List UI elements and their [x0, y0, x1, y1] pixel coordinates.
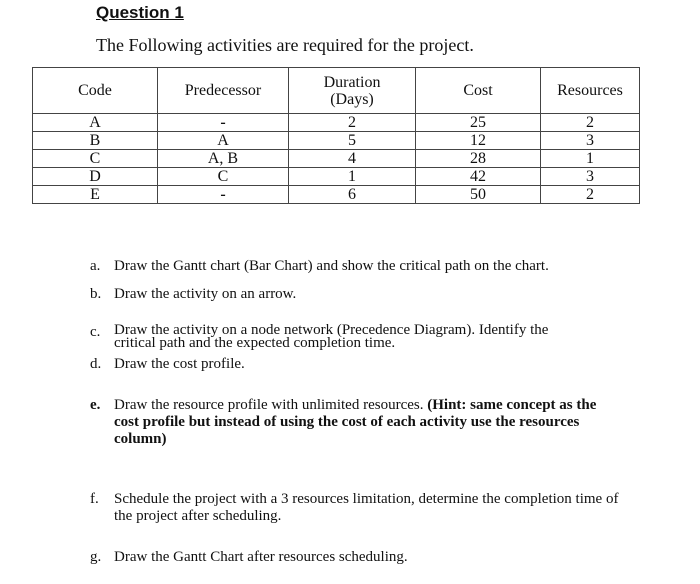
- activities-table: [32, 67, 640, 204]
- cell-predecessor: -: [158, 186, 289, 204]
- cell-code: D: [33, 168, 158, 186]
- table-row: [33, 168, 640, 186]
- question-f: [90, 491, 630, 525]
- question-e: [90, 397, 625, 448]
- question-heading: Question 1: [96, 3, 184, 22]
- cell-code: E: [33, 186, 158, 204]
- question-a: [90, 258, 650, 275]
- header-duration-line1: Duration: [323, 73, 381, 91]
- table-row: [33, 114, 640, 132]
- question-f-text: Schedule the project with a 3 resources limitation, determine the completion time of the project after scheduling.: [114, 491, 619, 524]
- question-g-label: g.: [90, 549, 102, 565]
- cell-resources: 2: [541, 114, 640, 132]
- cell-resources: 1: [541, 150, 640, 168]
- cell-cost: 12: [416, 132, 541, 150]
- question-d-label: d.: [90, 356, 102, 372]
- cell-cost: 50: [416, 186, 541, 204]
- cell-duration: 1: [289, 168, 416, 186]
- question-a-label: a.: [90, 258, 101, 274]
- cell-code: A: [33, 114, 158, 132]
- cell-duration: 6: [289, 186, 416, 204]
- cell-cost: 42: [416, 168, 541, 186]
- cell-predecessor: C: [158, 168, 289, 186]
- cell-cost: 28: [416, 150, 541, 168]
- header-predecessor: Predecessor: [158, 68, 289, 114]
- question-c-line1: Draw the activity on a node network (Precedence Diagram). Identify the: [114, 322, 549, 338]
- question-b-label: b.: [90, 286, 102, 302]
- question-c-line2: critical path and the expected completion time.: [114, 335, 396, 351]
- table-row: [33, 132, 640, 150]
- cell-resources: 3: [541, 132, 640, 150]
- cell-duration: 4: [289, 150, 416, 168]
- header-duration: [289, 68, 416, 114]
- table-row: [33, 150, 640, 168]
- table-row: [33, 186, 640, 204]
- question-d-text: Draw the cost profile.: [114, 356, 245, 372]
- header-duration-line2: (Days): [330, 90, 374, 108]
- question-e-text: Draw the resource profile with unlimited resources.: [114, 397, 424, 413]
- cell-predecessor: -: [158, 114, 289, 132]
- question-b-text: Draw the activity on an arrow.: [114, 286, 297, 302]
- question-d: [90, 356, 650, 373]
- question-g-text: Draw the Gantt Chart after resources scheduling.: [114, 549, 408, 565]
- intro-text: The Following activities are required for the project.: [96, 35, 474, 55]
- header-cost: Cost: [416, 68, 541, 114]
- question-f-label: f.: [90, 491, 99, 507]
- question-b: [90, 286, 650, 303]
- cell-resources: 3: [541, 168, 640, 186]
- question-c-label: c.: [90, 324, 101, 340]
- question-c: [90, 324, 650, 350]
- question-a-text: Draw the Gantt chart (Bar Chart) and show the critical path on the chart.: [114, 258, 549, 274]
- cell-duration: 2: [289, 114, 416, 132]
- cell-code: B: [33, 132, 158, 150]
- cell-code: C: [33, 150, 158, 168]
- question-e-hint: (Hint: same concept as the cost profile but instead of using the cost of each activity use the resources column): [114, 397, 597, 447]
- cell-cost: 25: [416, 114, 541, 132]
- cell-resources: 2: [541, 186, 640, 204]
- cell-predecessor: A: [158, 132, 289, 150]
- question-g: [90, 549, 650, 566]
- question-e-label: e.: [90, 397, 101, 413]
- cell-duration: 5: [289, 132, 416, 150]
- header-code: Code: [33, 68, 158, 114]
- cell-predecessor: A, B: [158, 150, 289, 168]
- header-resources: Resources: [541, 68, 640, 114]
- table-header-row: [33, 68, 640, 114]
